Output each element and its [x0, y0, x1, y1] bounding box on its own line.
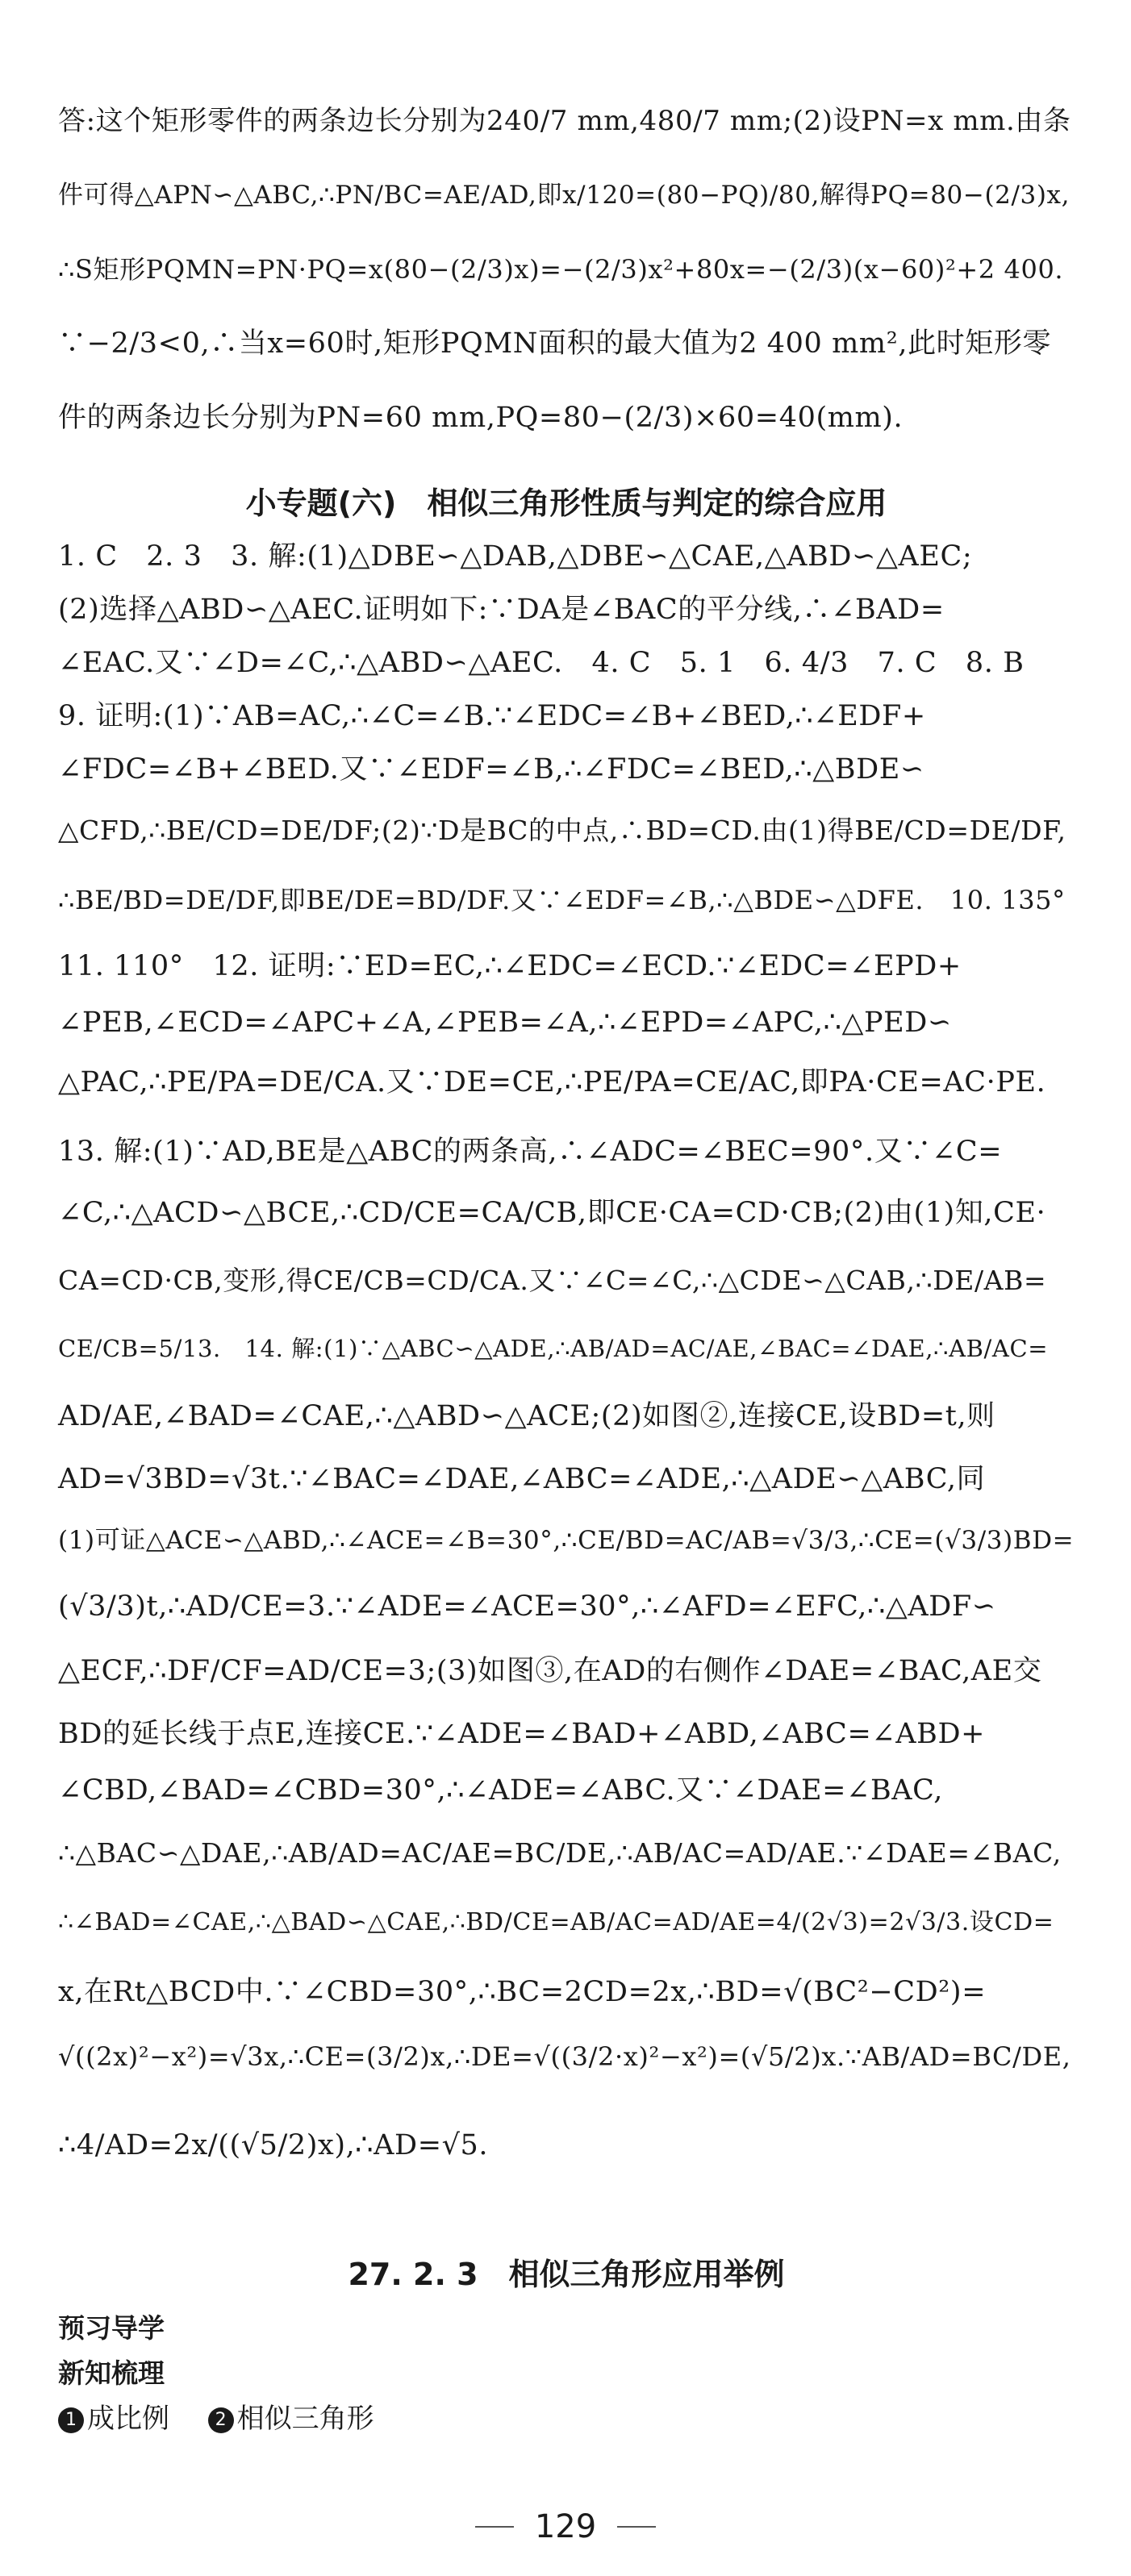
subsection-title: 27. 2. 3 相似三角形应用举例	[348, 2257, 785, 2292]
text-line: 11. 110° 12. 证明:∵ED=EC,∴∠EDC=∠ECD.∵∠EDC=∠EPD+	[58, 950, 962, 982]
text-line: 答:这个矩形零件的两条边长分别为240/7 mm,480/7 mm;(2)设PN=x mm.由条	[58, 105, 1071, 137]
text-line: ∴BE/BD=DE/DF,即BE/DE=BD/DF.又∵∠EDF=∠B,∴△BDE∽△DFE. 10. 135°	[58, 885, 1066, 915]
divider	[617, 2526, 656, 2528]
text-line: (√3/3)t,∴AD/CE=3.∵∠ADE=∠ACE=30°,∴∠AFD=∠EFC,∴△ADF∽	[58, 1590, 996, 1623]
text-line: ∠CBD,∠BAD=∠CBD=30°,∴∠ADE=∠ABC.又∵∠DAE=∠BAC,	[58, 1774, 944, 1807]
text-line: △ECF,∴DF/CF=AD/CE=3;(3)如图③,在AD的右侧作∠DAE=∠BAC,AE交	[58, 1655, 1042, 1687]
text-line: 件可得△APN∽△ABC,∴PN/BC=AE/AD,即x/120=(80−PQ)/80,解得PQ=80−(2/3)x,	[58, 181, 1070, 210]
text-line: 13. 解:(1)∵AD,BE是△ABC的两条高,∴∠ADC=∠BEC=90°.又∵∠C=	[58, 1136, 1003, 1168]
text-line: 1. C 2. 3 3. 解:(1)△DBE∽△DAB,△DBE∽△CAE,△ABD∽△AEC;	[58, 540, 973, 573]
divider	[475, 2526, 514, 2528]
text-line: ∠PEB,∠ECD=∠APC+∠A,∠PEB=∠A,∴∠EPD=∠APC,∴△PED∽	[58, 1007, 952, 1039]
text-line: AD/AE,∠BAD=∠CAE,∴△ABD∽△ACE;(2)如图②,连接CE,设BD=t,则	[58, 1400, 995, 1432]
text-line: CE/CB=5/13. 14. 解:(1)∵△ABC∽△ADE,∴AB/AD=AC/AE,∠BAC=∠DAE,∴AB/AC=	[58, 1335, 1049, 1362]
text-line: x,在Rt△BCD中.∵∠CBD=30°,∴BC=2CD=2x,∴BD=√(BC²−CD²)=	[58, 1976, 987, 2008]
text-line: ∠EAC.又∵∠D=∠C,∴△ABD∽△AEC. 4. C 5. 1 6. 4/3 7. C 8. B	[58, 647, 1025, 679]
text-line: AD=√3BD=√3t.∵∠BAC=∠DAE,∠ABC=∠ADE,∴△ADE∽△ABC,同	[58, 1463, 986, 1495]
answer-text: 成比例	[87, 2403, 169, 2435]
text-line: △PAC,∴PE/PA=DE/CA.又∵DE=CE,∴PE/PA=CE/AC,即PA·CE=AC·PE.	[58, 1066, 1046, 1098]
text-line: ∴S矩形PQMN=PN·PQ=x(80−(2/3)x)=−(2/3)x²+80x=−(2/3)(x−60)²+2 400.	[58, 254, 1064, 285]
page-footer	[0, 2508, 1131, 2545]
answer-text: 相似三角形	[236, 2403, 374, 2435]
text-line: (2)选择△ABD∽△AEC.证明如下:∵DA是∠BAC的平分线,∴∠BAD=	[58, 594, 945, 626]
text-line: ∴△BAC∽△DAE,∴AB/AD=AC/AE=BC/DE,∴AB/AC=AD/AE.∵∠DAE=∠BAC,	[58, 1837, 1062, 1869]
text-line: BD的延长线于点E,连接CE.∵∠ADE=∠BAD+∠ABD,∠ABC=∠ABD+	[58, 1718, 986, 1750]
circled-number: 1	[58, 2407, 84, 2433]
answer-list	[58, 2402, 374, 2436]
label-review: 新知梳理	[58, 2357, 165, 2389]
text-line: ∵−2/3<0,∴当x=60时,矩形PQMN面积的最大值为2 400 mm²,此时矩形零	[58, 327, 1052, 360]
page-number: 129	[534, 2508, 597, 2545]
text-line: 件的两条边长分别为PN=60 mm,PQ=80−(2/3)×60=40(mm).	[58, 402, 904, 434]
text-line: ∴∠BAD=∠CAE,∴△BAD∽△CAE,∴BD/CE=AB/AC=AD/AE=4/(2√3)=2√3/3.设CD=	[58, 1908, 1054, 1936]
text-line: (1)可证△ACE∽△ABD,∴∠ACE=∠B=30°,∴CE/BD=AC/AB=√3/3,∴CE=(√3/3)BD=	[58, 1526, 1075, 1555]
circled-number: 2	[208, 2407, 234, 2433]
text-line: CA=CD·CB,变形,得CE/CB=CD/CA.又∵∠C=∠C,∴△CDE∽△CAB,∴DE/AB=	[58, 1265, 1047, 1296]
text-line: △CFD,∴BE/CD=DE/DF;(2)∵D是BC的中点,∴BD=CD.由(1)得BE/CD=DE/DF,	[58, 815, 1066, 846]
section-title: 小专题(六) 相似三角形性质与判定的综合应用	[245, 486, 887, 521]
text-line: ∠C,∴△ACD∽△BCE,∴CD/CE=CA/CB,即CE·CA=CD·CB;(2)由(1)知,CE·	[58, 1197, 1046, 1229]
text-line: ∴4/AD=2x/((√5/2)x),∴AD=√5.	[58, 2129, 489, 2161]
text-line: ∠FDC=∠B+∠BED.又∵∠EDF=∠B,∴∠FDC=∠BED,∴△BDE∽	[58, 753, 924, 786]
text-line: √((2x)²−x²)=√3x,∴CE=(3/2)x,∴DE=√((3/2·x)²−x²)=(√5/2)x.∵AB/AD=BC/DE,	[58, 2041, 1071, 2072]
text-line: 9. 证明:(1)∵AB=AC,∴∠C=∠B.∵∠EDC=∠B+∠BED,∴∠EDF+	[58, 700, 926, 732]
label-preview: 预习导学	[58, 2312, 165, 2344]
